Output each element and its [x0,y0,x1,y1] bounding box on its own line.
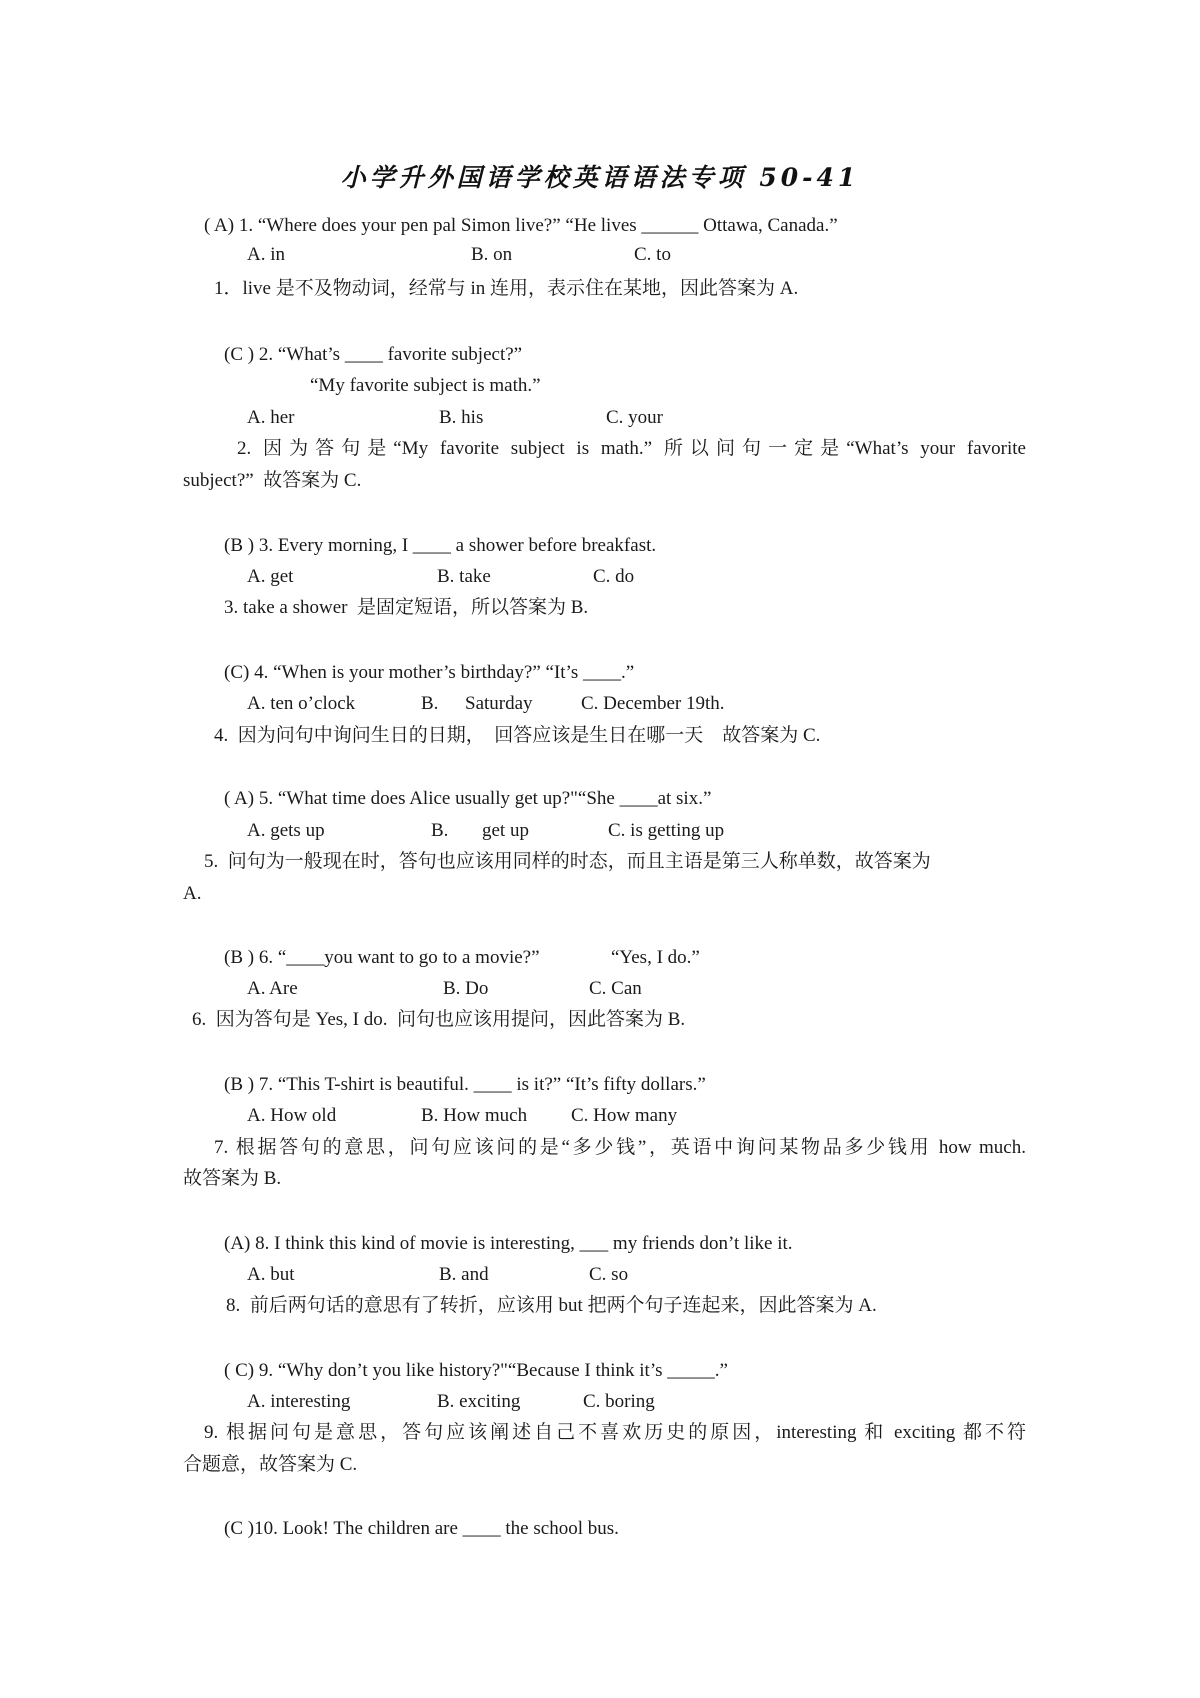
question-6-stem: (B ) 6. “____you want to go to a movie?” [224,947,540,968]
option-b-text: Saturday [465,693,533,714]
question-1-options [0,243,1200,267]
option-c: C. to [634,244,671,265]
option-a: A. but [247,1264,295,1285]
option-b: B. exciting [437,1391,521,1412]
question-2-options [0,406,1200,430]
question-5-explanation-line-1: 5. 问句为一般现在时，答句也应该用同样的时态，而且主语是第三人称单数，故答案为 [204,851,931,872]
page-title: 小学升外国语学校英语语法专项 50-41 [340,163,860,192]
question-1-explanation: 1．live 是不及物动词，经常与 in 连用，表示住在某地，因此答案为 A. [214,278,799,299]
option-c: C. your [606,407,663,428]
option-b: B. and [439,1264,489,1285]
question-9-stem: ( C) 9. “Why don’t you like history?"“Because I think it’s _____.” [224,1360,728,1381]
option-b: B. [421,693,439,714]
option-c: C. How many [571,1105,678,1126]
question-7-explanation-line-1: 7. 根据答句的意思，问句应该问的是“多少钱”，英语中询问某物品多少钱用 how much. [214,1137,1026,1158]
question-2-explanation-line-1: 2. 因为答句是“My favorite subject is math.” 所以问句一定是“What’s your favorite [237,438,1026,459]
option-c: C. Can [589,978,642,999]
option-b: B. How much [421,1105,528,1126]
question-4-options [0,692,1200,716]
option-b: B. his [439,407,484,428]
question-3-explanation: 3. take a shower 是固定短语，所以答案为 B. [224,597,589,618]
option-a: A. her [247,407,295,428]
question-8-options [0,1263,1200,1287]
question-5-explanation-line-2: A. [183,883,202,904]
option-b-text: get up [482,820,529,841]
question-7-explanation-line-2: 故答案为 B. [183,1168,282,1189]
option-a: A. interesting [247,1391,351,1412]
question-8-stem: (A) 8. I think this kind of movie is interesting, ___ my friends don’t like it. [224,1233,793,1254]
question-7-stem: (B ) 7. “This T-shirt is beautiful. ____ is it?” “It’s fifty dollars.” [224,1074,706,1095]
question-7-options [0,1104,1200,1128]
option-a: A. How old [247,1105,337,1126]
question-6-answer: “Yes, I do.” [611,947,700,968]
question-9-explanation-line-2: 合题意，故答案为 C. [183,1454,358,1475]
question-3-options [0,565,1200,589]
option-b: B. on [471,244,513,265]
question-2-explanation-line-2: subject?” 故答案为 C. [183,470,362,491]
question-10-stem: (C )10. Look! The children are ____ the school bus. [224,1518,619,1539]
option-a: A. get [247,566,294,587]
option-a: A. ten o’clock [247,693,356,714]
option-b: B. take [437,566,491,587]
option-a: A. Are [247,978,298,999]
question-4-stem: (C) 4. “When is your mother’s birthday?” “It’s ____.” [224,662,635,683]
question-3-stem: (B ) 3. Every morning, I ____ a shower before breakfast. [224,535,657,556]
question-9-explanation-line-1: 9. 根据问句是意思，答句应该阐述自己不喜欢历史的原因，interesting 和 exciting 都不符 [204,1422,1026,1443]
option-c: C. do [593,566,635,587]
option-a: A. in [247,244,285,265]
question-6-options [0,977,1200,1001]
option-c: C. is getting up [608,820,725,841]
option-c: C. boring [583,1391,655,1412]
question-4-explanation: 4. 因为问句中询问生日的日期， 回答应该是生日在哪一天 故答案为 C. [214,725,821,746]
question-2-answer: “My favorite subject is math.” [310,375,541,396]
question-5-options [0,819,1200,843]
question-8-explanation: 8. 前后两句话的意思有了转折，应该用 but 把两个句子连起来，因此答案为 A. [226,1295,877,1316]
option-b: B. [431,820,449,841]
option-c: C. December 19th. [581,693,725,714]
question-6-explanation: 6. 因为答句是 Yes, I do. 问句也应该用提问，因此答案为 B. [192,1009,686,1030]
option-b: B. Do [443,978,489,999]
question-2-stem: (C ) 2. “What’s ____ favorite subject?” [224,344,523,365]
question-5-stem: ( A) 5. “What time does Alice usually get up?"“She ____at six.” [224,788,712,809]
question-9-options [0,1390,1200,1414]
question-1-stem: ( A) 1. “Where does your pen pal Simon live?” “He lives ______ Ottawa, Canada.” [204,215,838,236]
option-c: C. so [589,1264,629,1285]
option-a: A. gets up [247,820,325,841]
